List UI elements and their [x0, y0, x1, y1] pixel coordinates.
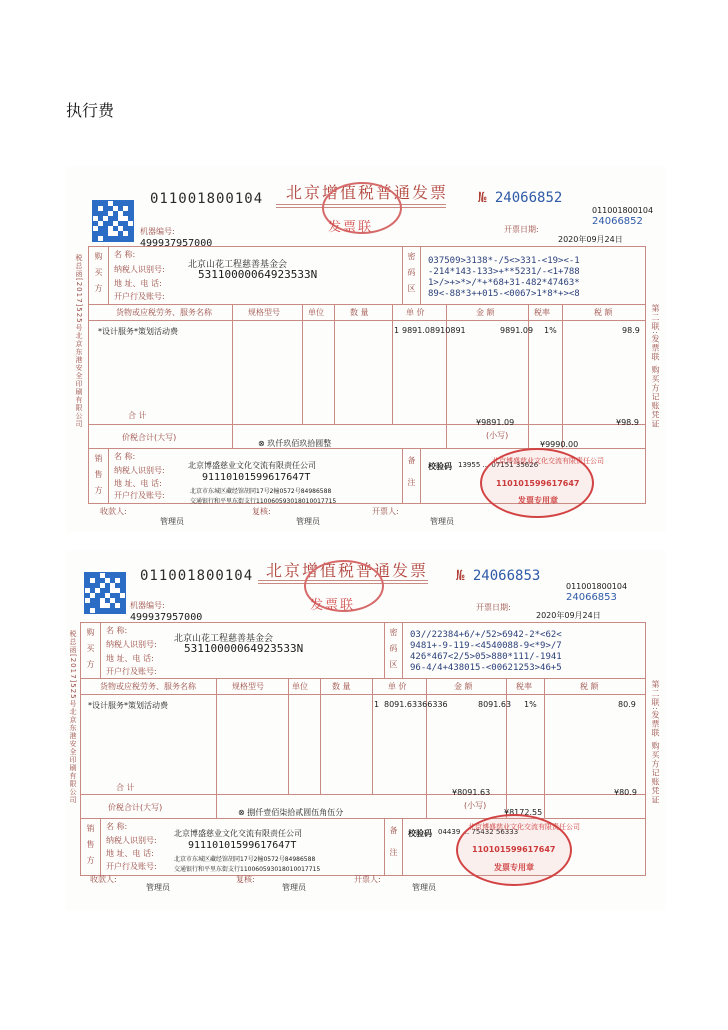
cipher-vlabel: 密码区	[407, 252, 416, 300]
seller-name: 北京博盛慈业文化交流有限责任公司	[188, 461, 316, 470]
reviewer: 管理员	[282, 883, 306, 892]
invoice-number: № 24066852	[478, 190, 563, 206]
invoice-2: 011001800104 北京增值税普通发票 发票联 № 24066853 011001800104 24066853 开票日期: 2020年09月24日 机器编号: 499937957000 税总函[2017]525号北京东港安全印刷有限公司 第二联:发票联 购买方记账凭证 购买方 名 称: 北京山花工程慈善基金会 纳税人识别号: 53110000064923533N 地 址、电 话: 开户行及账号: 密码区 03//22384+6/+/52>6942-2*<62< 9481+-9-119-<4540088-9<*9>/7 426*467<2/5>05>880*111/-1941 96-4/4+438015-<00621253>46+5 货物或应税劳务、服务名称 规格型号 单位 数 量 单 价 金 额 税率 税 额 *设计服务*策划活动费 1 8091.63366336 8091.63 1% 80.9 合 计 ¥8091.63 ¥80.9 价税合计(大写) ⊗ 捌仟壹佰柒拾贰圆伍角伍分 (小写) ¥8172.55 销售方 名 称: 北京博盛慈业文化交流有限责任公司 纳税人识别号: 91110101599617647T 地 址、电 话: 北京市东城区藏经馆胡同17号2幢0572号84986588 开户行及账号: 交通银行和平里东街支行110060593018010017715 备注 校验码 04439 ... 75432 56333 北京博盛慈业文化交流有限责任公司 110101599617647 发票专用章 收款人: 管理员 复核: 管理员 开票人: 管理员	[66, 550, 666, 910]
item-amount: 9891.09	[500, 326, 534, 335]
right-code: 011001800104	[566, 582, 628, 591]
seller-bank: 交通银行和平里东街支行110060593018010017715	[190, 498, 337, 505]
remark-vlabel: 备注	[407, 456, 416, 500]
invoice-number: № 24066853	[456, 568, 541, 584]
seller-address: 北京市东城区藏经馆胡同17号2幢0572号84986588	[174, 856, 316, 863]
cipher-area: 03//22384+6/+/52>6942-2*<62< 9481+-9-119-<4540088-9<*9>/7 426*467<2/5>05>880*111/-1941 96-4/4+438015-<00621253>46+5	[410, 630, 562, 673]
qr-code-icon	[84, 572, 126, 614]
total-tax: ¥98.9	[616, 418, 639, 427]
item-price: 8091.63366336	[384, 700, 448, 709]
check-label: 校验码	[428, 462, 452, 471]
remark-vlabel: 备注	[389, 826, 398, 870]
item-tax: 80.9	[618, 700, 636, 709]
item-rate: 1%	[524, 700, 537, 709]
grand-total-words: ⊗ 玖仟玖佰玖拾圆整	[258, 439, 332, 448]
invoice-code: 011001800104	[140, 568, 254, 584]
cipher-vlabel: 密码区	[389, 628, 398, 676]
item-rate: 1%	[544, 326, 557, 335]
total-amount: ¥9891.09	[476, 418, 515, 427]
issue-date: 2020年09月24日	[536, 611, 601, 620]
seller-vlabel: 销售方	[86, 824, 95, 872]
seller-name: 北京博盛慈业文化交流有限责任公司	[174, 829, 302, 838]
invoice-subtitle: 发票联	[328, 220, 374, 235]
seller-vlabel: 销售方	[94, 454, 103, 502]
buyer-name: 北京山花工程慈善基金会	[174, 634, 274, 644]
right-code: 011001800104	[592, 206, 654, 215]
buyer-tax-id: 53110000064923533N	[184, 642, 304, 655]
seller-bank: 交通银行和平里东街支行110060593018010017715	[174, 866, 321, 873]
side-note: 第二联:发票联 购买方记账凭证	[651, 304, 660, 429]
right-number: 24066853	[566, 592, 617, 603]
machine-label: 机器编号:	[130, 601, 165, 610]
page-title: 执行费	[66, 101, 115, 120]
machine-number: 499937957000	[130, 612, 203, 623]
left-note: 税总函[2017]525号北京东港安全印刷有限公司	[75, 254, 83, 428]
issue-date-label: 开票日期:	[504, 225, 539, 234]
drawer: 管理员	[412, 883, 436, 892]
qr-code-icon	[92, 200, 134, 242]
item-qty: 1	[394, 326, 400, 335]
seller-tax-id: 91110101599617647T	[202, 472, 311, 483]
check-code: 04439 ... 75432 56333	[438, 828, 519, 836]
cipher-area: 037509>3138*-/5<>331-<19><-1 -214*143-133>+**5231/-<1+788 1>/>+>*>/*+*68+31-482*47463* 89<-88*3++015-<0067>1*8*+><8	[428, 256, 580, 299]
invoice-title: 北京增值税普通发票	[266, 561, 429, 580]
reviewer: 管理员	[296, 517, 320, 526]
item-qty: 1	[374, 700, 380, 709]
total-tax: ¥80.9	[614, 788, 637, 797]
grand-total-words: ⊗ 捌仟壹佰柒拾贰圆伍角伍分	[238, 808, 344, 817]
side-note: 第二联:发票联 购买方记账凭证	[651, 680, 660, 805]
check-code: 13955 ... 07151 35626	[458, 461, 539, 469]
payee: 管理员	[160, 517, 184, 526]
item-name: *设计服务*策划活动费	[88, 701, 168, 710]
buyer-tax-id: 53110000064923533N	[198, 268, 318, 281]
issue-date: 2020年09月24日	[558, 235, 623, 244]
invoice-1: 011001800104 北京增值税普通发票 发票联 № 24066852 011001800104 24066852 开票日期: 2020年09月24日 机器编号: 499937957000 税总函[2017]525号北京东港安全印刷有限公司 第二联:发票联 购买方记账凭证 购买方 名 称: 北京山花工程慈善基金会 纳税人识别号: 53110000064923533N 地 址、电 话: 开户行及账号: 密码区 037509>3138*-/5<>331-<19><-1 -214*143-133>+**5231/-<1+788 1>/>+>*>/*+*68+31-482*47463* 89<-88*3++015-<0067>1*8*+><8 货物或应税劳务、服务名称 规格型号 单位 数 量 单 价 金 额 税率 税 额 *设计服务*策划活动费 1 9891.08910891 9891.09 1% 98.9 合 计 ¥9891.09 ¥98.9 价税合计(大写) ⊗ 玖仟玖佰玖拾圆整 (小写) ¥9990.00 销售方 名 称: 北京博盛慈业文化交流有限责任公司 纳税人识别号: 91110101599617647T 地 址、电 话: 北京市东城区藏经馆胡同17号2幢0572号84986588 开户行及账号: 交通银行和平里东街支行110060593018010017715 备注 校验码 13955 ... 07151 35626 北京博盛慈业文化交流有限责任公司 110101599617647 发票专用章 收款人: 管理员 复核: 管理员 开票人: 管理员	[66, 166, 666, 532]
total-amount: ¥8091.63	[452, 788, 491, 797]
check-label: 校验码	[408, 829, 432, 838]
item-amount: 8091.63	[478, 700, 512, 709]
grand-total: ¥8172.55	[504, 808, 543, 817]
invoice-title: 北京增值税普通发票	[286, 183, 449, 202]
buyer-name: 北京山花工程慈善基金会	[188, 260, 288, 270]
seller-tax-id: 91110101599617647T	[188, 840, 297, 851]
seller-address: 北京市东城区藏经馆胡同17号2幢0572号84986588	[190, 488, 332, 495]
grand-total: ¥9990.00	[540, 440, 579, 449]
machine-label: 机器编号:	[140, 227, 175, 236]
item-price: 9891.08910891	[402, 326, 466, 335]
buyer-vlabel: 购买方	[86, 628, 95, 676]
right-number: 24066852	[592, 216, 643, 227]
invoice-code: 011001800104	[150, 191, 264, 207]
issue-date-label: 开票日期:	[476, 603, 511, 612]
item-tax: 98.9	[622, 326, 640, 335]
item-name: *设计服务*策划活动费	[98, 327, 178, 336]
left-note: 税总函[2017]525号北京东港安全印刷有限公司	[69, 630, 77, 804]
machine-number: 499937957000	[140, 238, 213, 249]
drawer: 管理员	[430, 517, 454, 526]
invoice-subtitle: 发票联	[310, 598, 356, 613]
payee: 管理员	[146, 883, 170, 892]
buyer-vlabel: 购买方	[94, 252, 103, 300]
